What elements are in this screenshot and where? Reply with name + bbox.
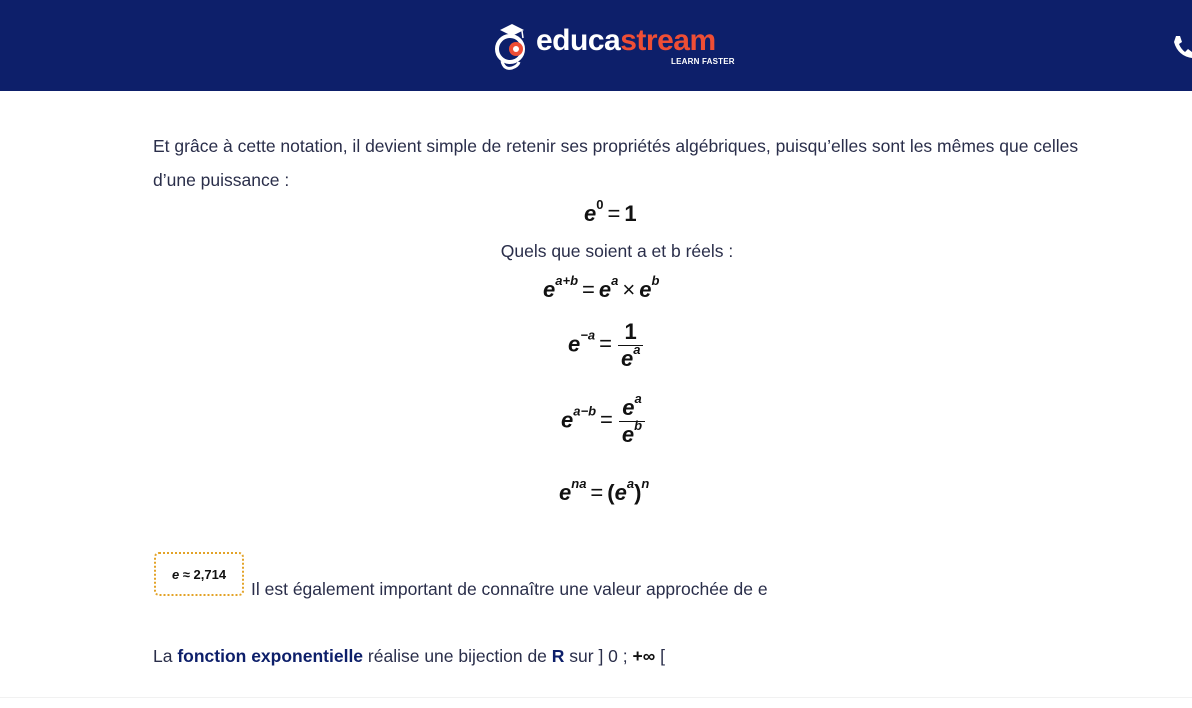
logo-tagline: LEARN FASTER	[671, 57, 735, 66]
logo-wordmark	[536, 24, 716, 58]
eq4-open-paren: (	[607, 480, 615, 505]
eq3-den-exp: b	[634, 418, 643, 433]
eq3-exp: a−b	[573, 403, 597, 419]
eq1-base: e	[543, 277, 556, 302]
bijection-set-R: R	[551, 646, 565, 666]
equation-diff-exp	[561, 391, 645, 448]
equation-power-exp	[559, 476, 650, 506]
eq1-op: =	[582, 277, 595, 302]
eq1-rhs-exp2: b	[651, 273, 660, 288]
eq2-den-exp: a	[633, 342, 641, 357]
approx-value: ≈ 2,714	[179, 566, 227, 582]
eq2-op: =	[599, 331, 612, 357]
e-approximation-box	[154, 552, 244, 596]
graduation-mascot-icon	[492, 20, 536, 72]
eq1-rhs-base2: e	[639, 277, 652, 302]
equation-sum-exp	[543, 273, 660, 303]
eq2-fraction	[618, 319, 643, 372]
equation-e-zero	[584, 197, 637, 227]
logo-word-educa: educa	[536, 24, 621, 57]
eq4-op: =	[590, 480, 604, 505]
eq4-exp: na	[571, 476, 587, 491]
approx-sentence: Il est également important de connaître une valeur approchée de e	[251, 579, 768, 599]
bijection-t7: [	[655, 646, 665, 666]
eq3-den-base: e	[621, 422, 635, 447]
site-header	[0, 0, 1192, 91]
eq1-rhs-base1: e	[598, 277, 612, 302]
eq1-exp: a+b	[555, 273, 579, 288]
bijection-infinity: +∞	[632, 646, 656, 666]
eq3-den	[619, 418, 645, 448]
eq0-base: e	[584, 201, 597, 226]
eq1-times: ×	[622, 277, 636, 302]
eq0-exp: 0	[596, 197, 604, 212]
eq3-num-exp: a	[634, 391, 642, 406]
bottom-divider	[0, 697, 1192, 698]
bijection-t5: sur ] 0 ;	[564, 646, 633, 666]
bijection-sentence	[153, 646, 665, 667]
eq2-exp: −a	[580, 327, 596, 343]
equation-neg-exp	[568, 319, 643, 372]
approx-e: e	[171, 566, 180, 582]
eq0-op: =	[607, 201, 621, 226]
eq2-den-base: e	[620, 346, 634, 371]
intro-paragraph: Et grâce à cette notation, il devient simple de retenir ses propriétés algébriques, puisqu’elles sont les mêmes que celles d’une puissance :	[153, 136, 1079, 190]
eq4-outer-exp: n	[641, 476, 650, 491]
eq3-num-base: e	[622, 395, 635, 420]
eq3-base: e	[561, 407, 574, 433]
logo-word-stream: stream	[620, 24, 716, 57]
eq4-inner-base: e	[614, 480, 627, 505]
eq4-inner-exp: a	[626, 476, 635, 491]
eq4-base: e	[559, 480, 572, 505]
bijection-t1: La	[153, 646, 178, 666]
eq2-base: e	[568, 331, 581, 357]
educastream-logo[interactable]	[492, 20, 752, 72]
eq2-num: 1	[624, 319, 637, 344]
eq3-fraction	[619, 391, 645, 448]
eq4-close-paren: )	[634, 480, 642, 505]
eq1-rhs-exp1: a	[611, 273, 619, 288]
eq0-rhs: 1	[624, 201, 637, 226]
bijection-t3: réalise une bijection de	[363, 646, 552, 666]
main-content	[0, 91, 1192, 708]
eq2-den	[618, 342, 643, 372]
bijection-keyword: fonction exponentielle	[177, 646, 364, 666]
real-numbers-line: Quels que soient a et b réels :	[500, 241, 734, 261]
eq3-op: =	[600, 407, 613, 433]
phone-icon[interactable]	[1170, 34, 1192, 58]
